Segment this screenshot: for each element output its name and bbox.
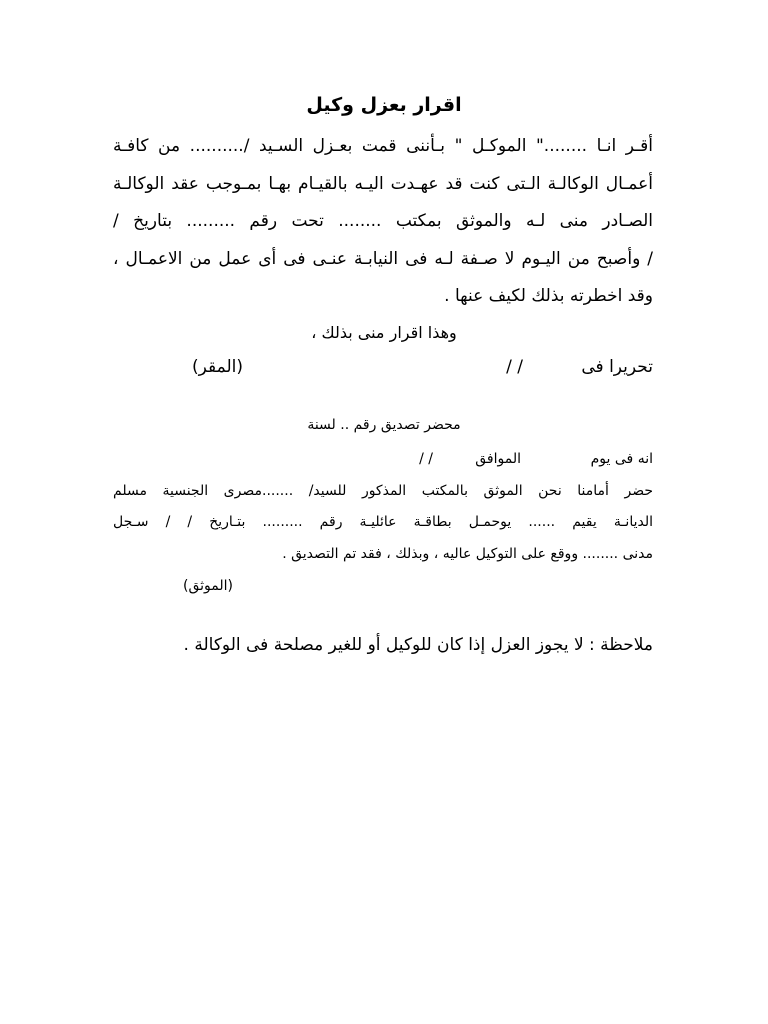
signer-label: (المقر) <box>192 357 243 377</box>
paragraph-line-3: الصـادر منى لـه والموثق بمكتب ........ تحت رقم ......... بتاريخ / <box>113 211 653 231</box>
dated-label: تحريرا فى <box>581 357 653 377</box>
paragraph-line-4: / وأصبح من اليـوم لا صـفة لـه فى النيابـة عنـى فى أى عمل من الاعمـال ، <box>113 249 653 269</box>
paragraph-line-5: وقد اخطرته بذلك لكيف عنها . <box>444 286 653 306</box>
record-line-3: مدنى ........ ووقع على التوكيل عاليه ، وبذلك ، فقد تم التصديق . <box>282 546 653 562</box>
record-title: محضر تصديق رقم .. لسنة <box>307 417 461 433</box>
date-slashes: / / <box>506 357 523 377</box>
corresponding-label: الموافق <box>475 451 521 467</box>
day-label: انه فى يوم <box>590 451 653 467</box>
record-line-1: حضر أمامنا نحن الموثق بالمكتب المذكور للسيد/ .......مصرى الجنسية مسلم <box>113 483 653 499</box>
paragraph-line-2: أعمـال الوكالـة الـتى كنت قد عهـدت اليـه بالقيـام بهـا بمـوجب عقد الوكالـة <box>113 174 653 194</box>
notary-label: (الموثق) <box>183 578 233 594</box>
paragraph-line-1: أقـر انـا ........" الموكـل " بـأننى قمت بعـزل السـيد /.......... من كافـة <box>113 136 653 156</box>
confirmation-line: وهذا اقرار منى بذلك ، <box>311 323 457 342</box>
note-line: ملاحظة : لا يجوز العزل إذا كان للوكيل أو للغير مصلحة فى الوكالة . <box>183 635 653 655</box>
corresponding-slashes: / / <box>419 451 433 467</box>
record-line-2: الديانـة يقيم ...... يوحمـل بطاقـة عائليـة رقم ......... بتـاريخ / / سـجل <box>113 514 653 530</box>
document-title: اقرار بعزل وكيل <box>306 94 462 116</box>
